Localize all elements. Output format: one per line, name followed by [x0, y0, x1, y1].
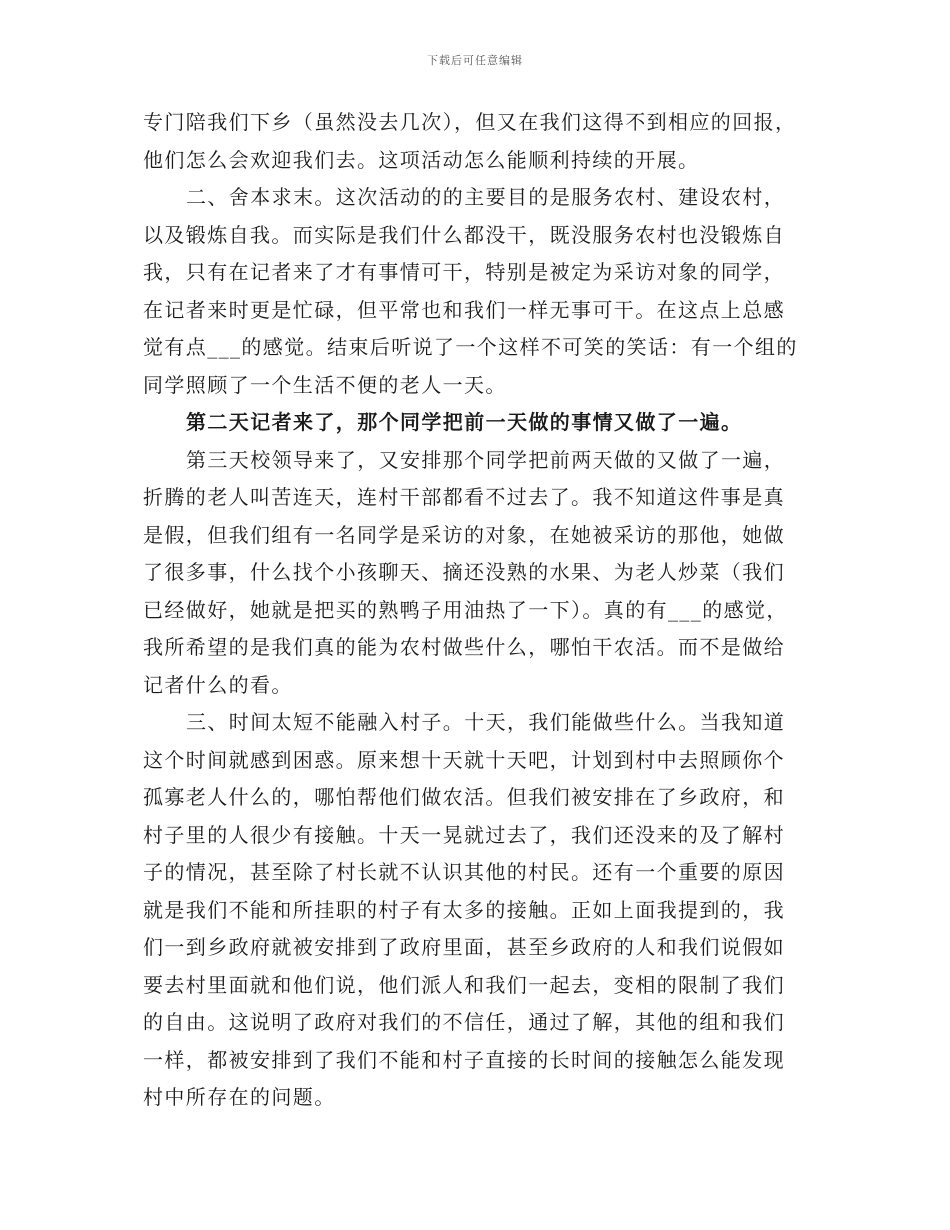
bold-text-line: 第二天记者来了，那个同学把前一天做的事情又做了一遍。 — [186, 410, 743, 434]
text-line: 折腾的老人叫苦连天，连村干部都看不过去了。我不知道这件事是真 — [143, 485, 785, 509]
text-line: 一样，都被安排到了我们不能和村子直接的长时间的接触怎么能发现 — [143, 1047, 785, 1072]
text-line: 专门陪我们下乡（虽然没去几次），但又在我们这得不到相应的回报， — [143, 110, 797, 134]
text-line: 孤寡老人什么的，哪怕帮他们做农活。但我们被安排在了乡政府，和 — [143, 785, 785, 809]
text-line: 要去村里面就和他们说，他们派人和我们一起去，变相的限制了我们 — [143, 972, 785, 997]
text-line: 们一到乡政府就被安排到了政府里面，甚至乡政府的人和我们说假如 — [143, 935, 785, 959]
text-line: 第三天校领导来了，又安排那个同学把前两天做的又做了一遍， — [186, 447, 786, 472]
text-line: 我，只有在记者来了才有事情可干，特别是被定为采访对象的同学， — [143, 260, 785, 284]
text-line: 村子里的人很少有接触。十天一晃就过去了，我们还没来的及了解村 — [143, 822, 785, 847]
text-line: 就是我们不能和所挂职的村子有太多的接触。正如上面我提到的，我 — [143, 897, 785, 922]
text-line: 已经做好，她就是把买的熟鸭子用油热了一下）。真的有___的感觉， — [143, 597, 788, 622]
text-line: 他们怎么会欢迎我们去。这项活动怎么能顺利持续的开展。 — [143, 147, 700, 172]
text-line: 二、舍本求末。这次活动的的主要目的是服务农村、建设农村， — [186, 185, 786, 209]
text-line: 我所希望的是我们真的能为农村做些什么，哪怕干农活。而不是做给 — [143, 635, 785, 659]
text-line: 子的情况，甚至除了村长就不认识其他的村民。还有一个重要的原因 — [143, 860, 785, 884]
text-line: 三、时间太短不能融入村子。十天，我们能做些什么。当我知道 — [186, 710, 786, 734]
text-line: 以及锻炼自我。而实际是我们什么都没干，既没服务农村也没锻炼自 — [143, 222, 785, 247]
text-line: 记者什么的看。 — [143, 672, 293, 697]
text-line: 同学照顾了一个生活不便的老人一天。 — [143, 372, 507, 397]
text-line: 了很多事，什么找个小孩聊天、摘还没熟的水果、为老人炒菜（我们 — [143, 560, 785, 584]
text-line: 的自由。这说明了政府对我们的不信任，通过了解，其他的组和我们 — [143, 1010, 785, 1034]
text-line: 村中所存在的问题。 — [143, 1085, 336, 1109]
text-line: 这个时间就感到困惑。原来想十天就十天吧，计划到村中去照顾你个 — [143, 747, 785, 772]
text-line: 是假，但我们组有一名同学是采访的对象，在她被采访的那他，她做 — [143, 522, 785, 547]
text-line: 在记者来时更是忙碌，但平常也和我们一样无事可干。在这点上总感 — [143, 297, 785, 322]
page-header: 下载后可任意编辑 — [427, 54, 523, 67]
text-line: 觉有点___的感觉。结束后听说了一个这样不可笑的笑话：有一个组的 — [143, 335, 798, 359]
document-body — [143, 104, 825, 1117]
